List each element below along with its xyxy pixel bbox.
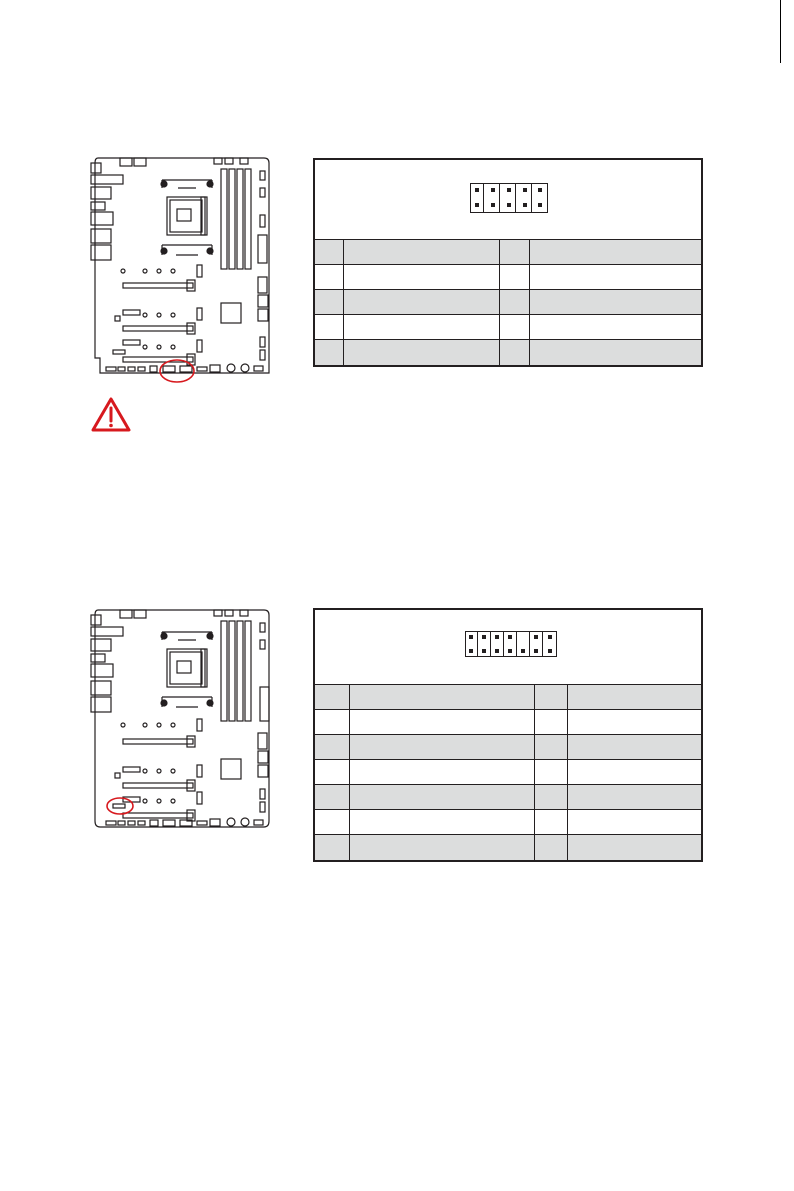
pinout-table-2 — [313, 608, 703, 862]
pinout-header-1 — [315, 160, 701, 240]
motherboard-diagram-2 — [88, 607, 272, 833]
table-row — [315, 290, 701, 315]
motherboard-diagram-1 — [88, 155, 272, 385]
pinout-rows-2 — [315, 685, 701, 860]
table-row — [315, 685, 701, 710]
pinout-rows-1 — [315, 240, 701, 365]
table-row — [315, 810, 701, 835]
connector-diagram-2 — [465, 631, 557, 657]
table-row — [315, 710, 701, 735]
pinout-table-1 — [313, 158, 703, 367]
table-row — [315, 760, 701, 785]
table-row — [315, 315, 701, 340]
page-cut-line — [780, 0, 781, 63]
pinout-header-2 — [315, 610, 701, 685]
table-row — [315, 240, 701, 265]
table-row — [315, 340, 701, 365]
connector-diagram-1 — [470, 183, 548, 213]
table-row — [315, 265, 701, 290]
table-row — [315, 785, 701, 810]
table-row — [315, 735, 701, 760]
table-row — [315, 835, 701, 860]
warning-triangle-icon — [91, 397, 131, 433]
